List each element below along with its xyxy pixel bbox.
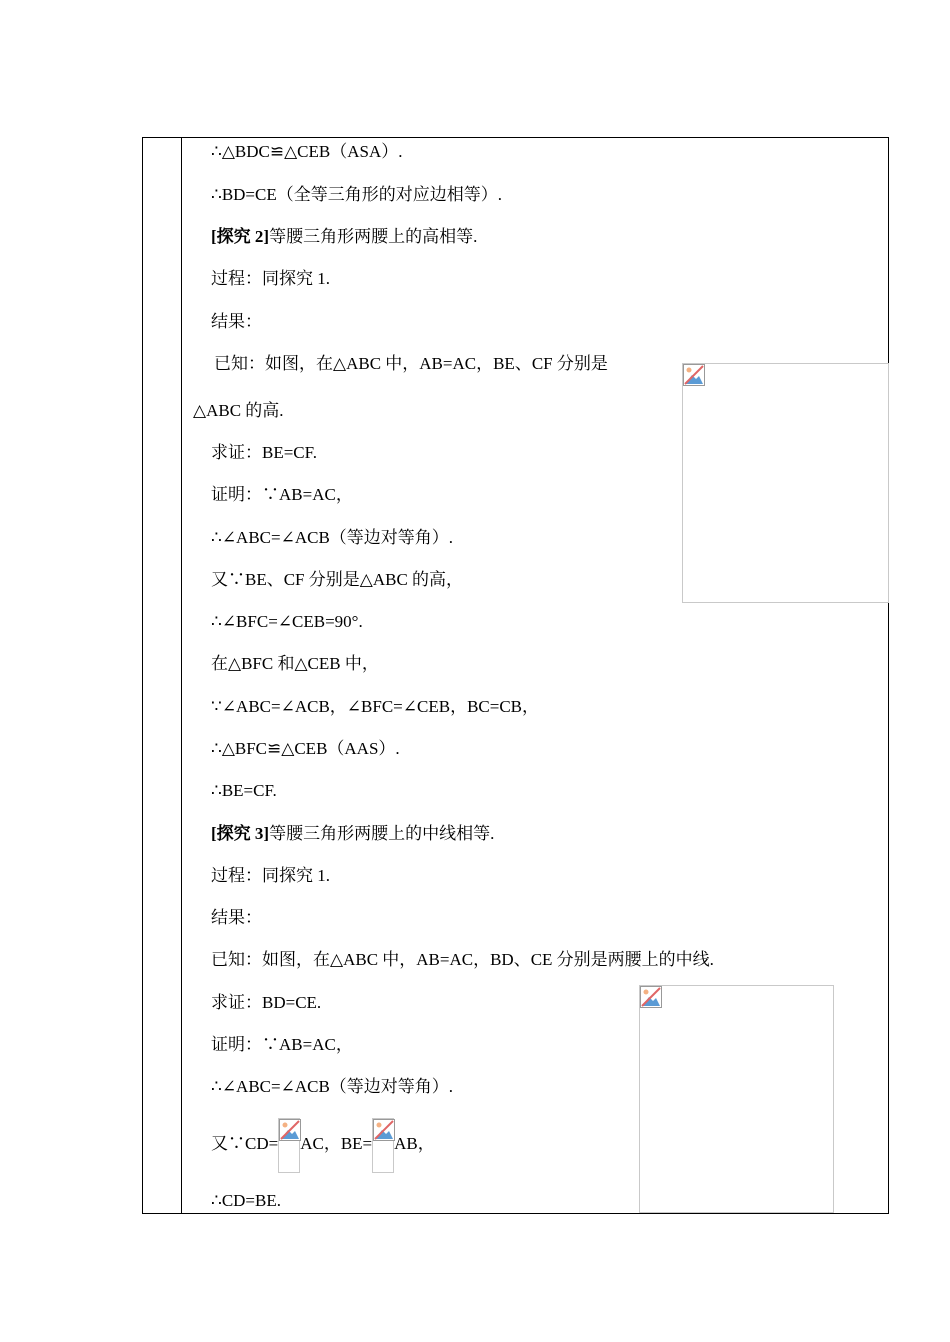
proof-line: ∴BE=CF. bbox=[211, 781, 277, 800]
section-title: 等腰三角形两腰上的高相等. bbox=[269, 227, 478, 246]
proof-line: 证明：∵AB=AC， bbox=[211, 1035, 353, 1054]
section-heading-2 bbox=[211, 226, 477, 248]
proof-line: ∴BD=CE（全等三角形的对应边相等）. bbox=[211, 185, 502, 204]
result-label: 结果： bbox=[211, 312, 262, 331]
fraction-image bbox=[278, 1118, 300, 1173]
proof-line: ∴∠ABC=∠ACB（等边对等角）. bbox=[211, 1077, 454, 1096]
proof-line: 又∵BE、CF 分别是△ABC 的高， bbox=[211, 570, 464, 589]
process-line: 过程：同探究 1. bbox=[211, 269, 330, 288]
proof-line: 在△BFC 和△CEB 中， bbox=[211, 654, 379, 673]
prove-line: 求证：BD=CE. bbox=[211, 993, 322, 1012]
figure-image-1 bbox=[682, 363, 889, 603]
given-line-cont: △ABC 的高. bbox=[193, 401, 284, 420]
broken-image-icon bbox=[373, 1119, 395, 1141]
prove-line: 求证：BE=CF. bbox=[211, 443, 317, 462]
proof-line-fraction bbox=[211, 1116, 435, 1173]
proof-line: ∴∠ABC=∠ACB（等边对等角）. bbox=[211, 528, 454, 547]
broken-image-icon bbox=[640, 986, 662, 1008]
proof-line: ∴△BFC≌△CEB（AAS）. bbox=[211, 739, 400, 758]
proof-line: 证明：∵AB=AC， bbox=[211, 485, 353, 504]
broken-image-icon bbox=[279, 1119, 301, 1141]
fraction-image bbox=[372, 1118, 394, 1173]
given-line: 已知：如图，在△ABC 中，AB=AC，BD、CE 分别是两腰上的中线. bbox=[211, 950, 714, 969]
proof-text: AC，BE= bbox=[300, 1134, 373, 1153]
proof-line: ∵∠ABC=∠ACB，∠BFC=∠CEB，BC=CB， bbox=[211, 697, 540, 716]
proof-line: ∴∠BFC=∠CEB=90°. bbox=[211, 612, 363, 631]
proof-text: 又∵CD= bbox=[211, 1134, 279, 1153]
section-tag: [探究 3] bbox=[211, 824, 270, 843]
proof-line: ∴△BDC≌△CEB（ASA）. bbox=[211, 142, 403, 161]
given-line: 已知：如图，在△ABC 中，AB=AC，BE、CF 分别是 bbox=[214, 354, 608, 373]
section-tag: [探究 2] bbox=[211, 227, 270, 246]
result-label: 结果： bbox=[211, 908, 262, 927]
proof-text: AB， bbox=[394, 1134, 435, 1153]
section-heading-3 bbox=[211, 823, 494, 845]
broken-image-icon bbox=[683, 364, 705, 386]
proof-line: ∴CD=BE. bbox=[211, 1191, 281, 1210]
process-line: 过程：同探究 1. bbox=[211, 866, 330, 885]
column-divider bbox=[181, 137, 182, 1214]
section-title: 等腰三角形两腰上的中线相等. bbox=[269, 824, 495, 843]
figure-image-2 bbox=[639, 985, 834, 1213]
